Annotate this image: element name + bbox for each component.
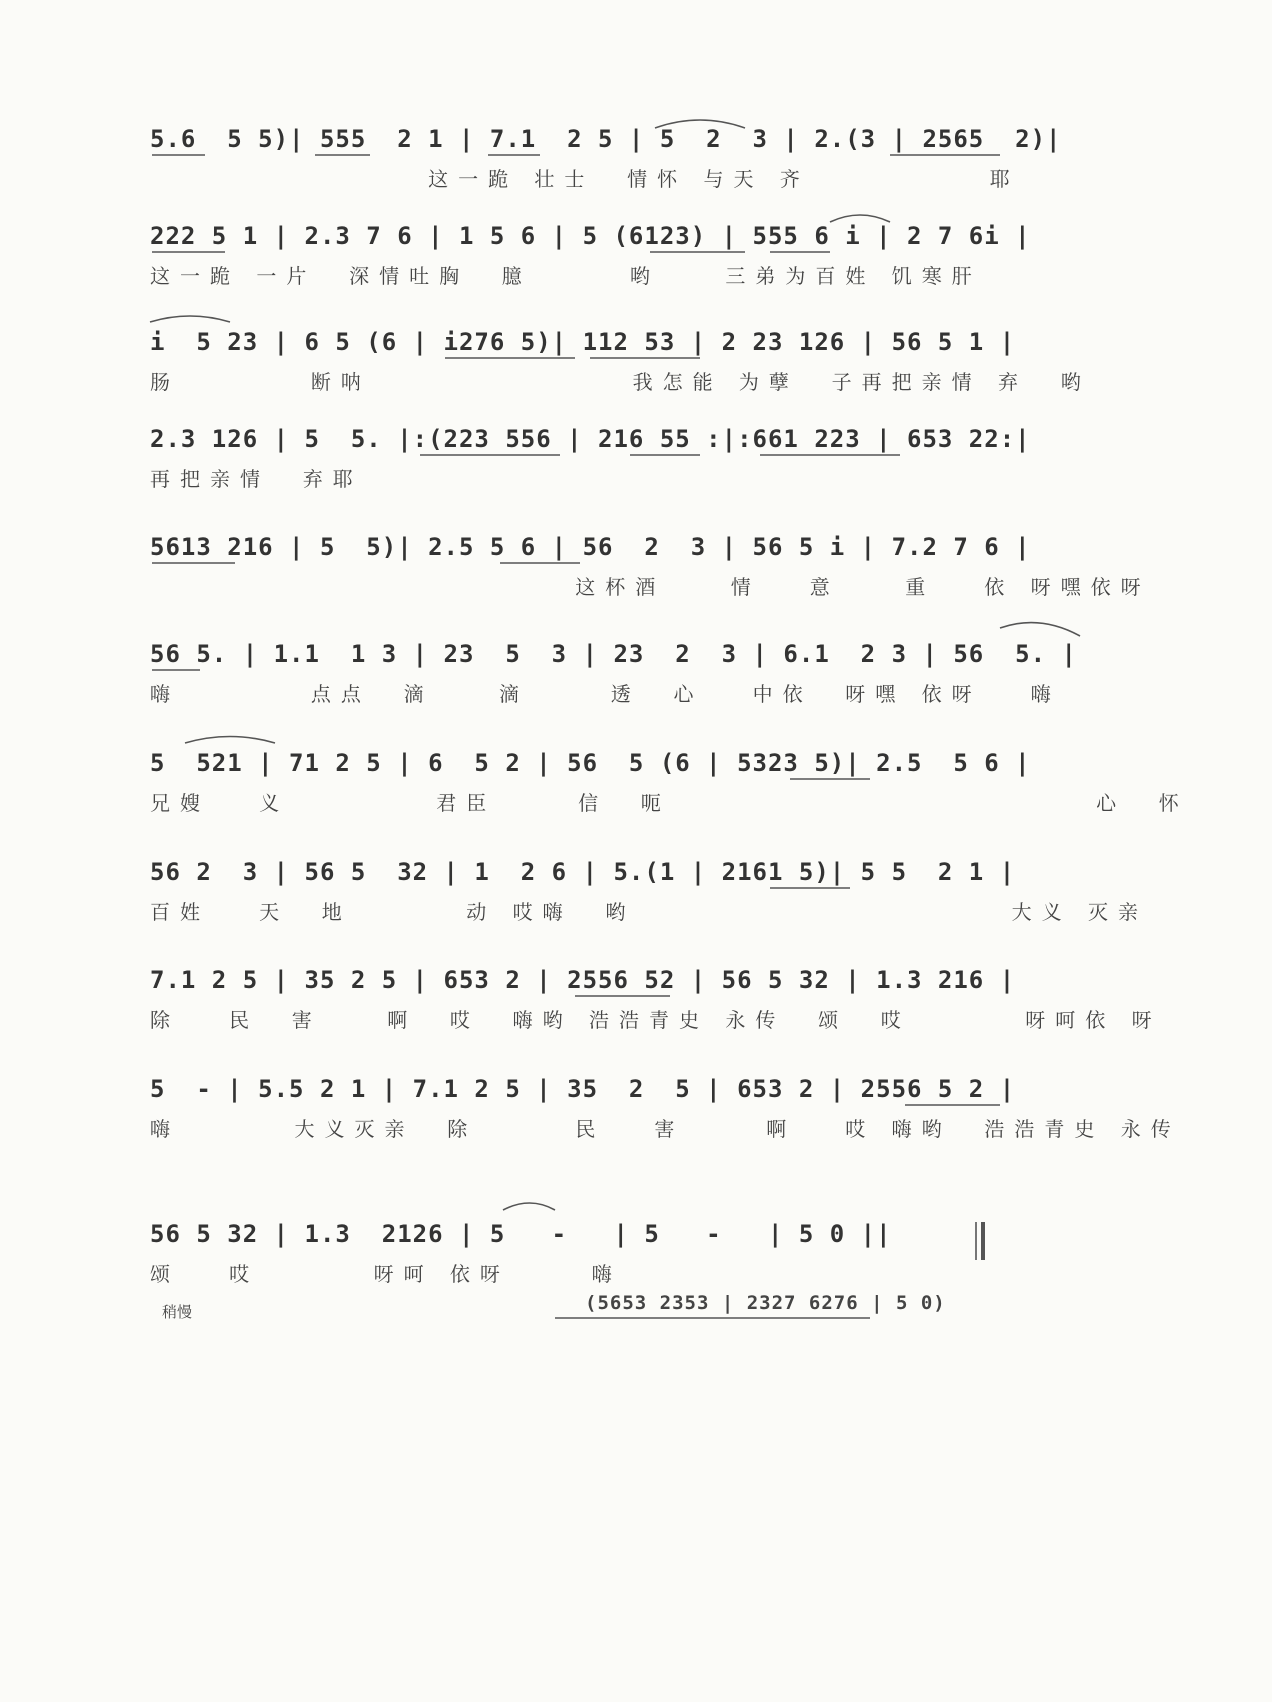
notation-line: 222 5 1 | 2.3 7 6 | 1 5 6 | 5 (6123) | 555 6 i | 2 7 6i | <box>150 222 1031 250</box>
notation-line: 5.6 5 5)| 555 2 1 | 7.1 2 5 | 5 2 3 | 2.(3 | 2565 2)| <box>150 125 1062 153</box>
lyrics-line: 嗨 点点 滴 滴 透 心 中依 呀嘿 依呀 嗨 <box>150 682 1061 706</box>
lyrics-line: 除 民 害 啊 哎 嗨哟 浩浩青史 永传 颂 哎 呀呵依 呀 <box>150 1008 1162 1032</box>
lyrics-line: 嗨 大义灭亲 除 民 害 啊 哎 嗨哟 浩浩青史 永传 <box>150 1117 1181 1141</box>
lyrics-line: 这一跪 壮士 情怀 与天 齐 耶 <box>150 167 1020 191</box>
notation-line: i 5 23 | 6 5 (6 | i276 5)| 112 53 | 2 23 126 | 56 5 1 | <box>150 328 1016 356</box>
lyrics-line: 百姓 天 地 动 哎嗨 哟 大义 灭亲 <box>150 900 1148 924</box>
notation-line: 56 5 32 | 1.3 2126 | 5 - | 5 - | 5 0 || <box>150 1220 892 1248</box>
lyrics-line: 这杯酒 情 意 重 依 呀嘿依呀 <box>150 575 1151 599</box>
notation-line: 5 - | 5.5 2 1 | 7.1 2 5 | 35 2 5 | 653 2 | 2556 5 2 | <box>150 1075 1016 1103</box>
notation-line: 7.1 2 5 | 35 2 5 | 653 2 | 2556 52 | 56 5 32 | 1.3 216 | <box>150 966 1016 994</box>
notation-line: 5613 216 | 5 5)| 2.5 5 6 | 56 2 3 | 56 5 i | 7.2 7 6 | <box>150 533 1031 561</box>
notation-line: 2.3 126 | 5 5. |:(223 556 | 216 55 :|:661 223 | 653 22:| <box>150 425 1031 453</box>
notation-line: 56 5. | 1.1 1 3 | 23 5 3 | 23 2 3 | 6.1 2 3 | 56 5. | <box>150 640 1077 668</box>
lyrics-line: 肠 断呐 我怎能 为孽 子再把亲情 弃 哟 <box>150 370 1091 394</box>
ending-intro: (5653 2353 | 2327 6276 | 5 0) <box>585 1292 946 1314</box>
lyrics-line: 这一跪 一片 深情吐胸 臆 哟 三弟为百姓 饥寒肝 <box>150 264 982 288</box>
tempo-mark: 稍慢 <box>162 1303 193 1321</box>
lyrics-line: 再把亲情 弃耶 <box>150 467 363 491</box>
notation-line: 56 2 3 | 56 5 32 | 1 2 6 | 5.(1 | 2161 5)| 5 5 2 1 | <box>150 858 1016 886</box>
lyrics-line: 颂 哎 呀呵 依呀 嗨 <box>150 1262 622 1286</box>
notation-line: 5 521 | 71 2 5 | 6 5 2 | 56 5 (6 | 5323 5)| 2.5 5 6 | <box>150 749 1031 777</box>
lyrics-line: 兄嫂 义 君臣 信 呃 心 怀 <box>150 791 1189 815</box>
